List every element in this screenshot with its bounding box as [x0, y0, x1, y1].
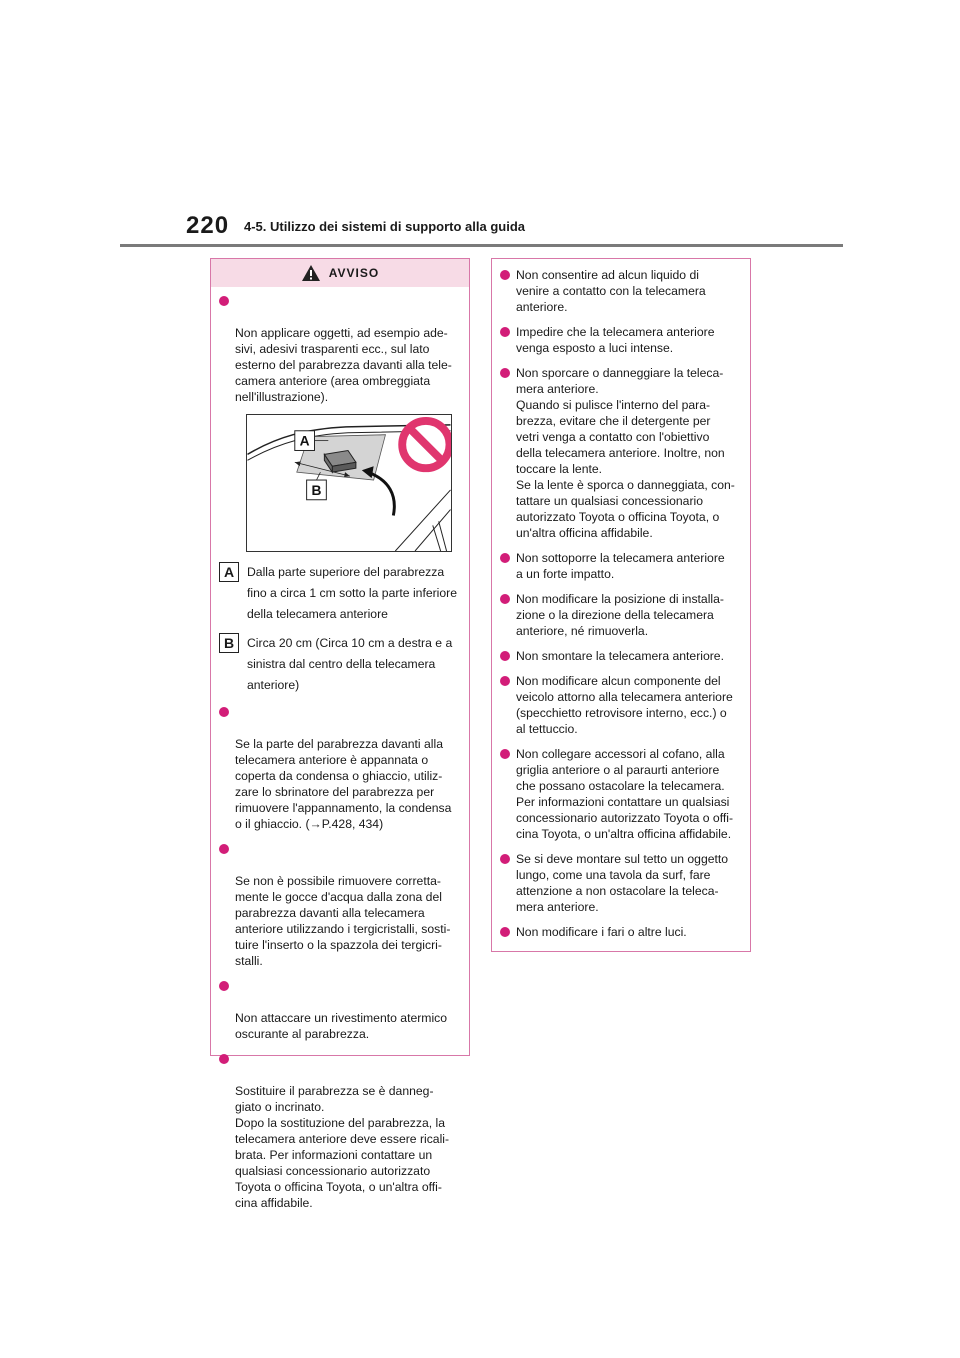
warning-item: Se la parte del parabrezza davanti alla telecamera anteriore è appannata o coperta da condensa o ghiaccio, utiliz- zare lo sbrinatore del parabrezza per rimuovere l'appannamento, la condensa o il ghiaccio. (→P.428, 434)	[219, 704, 461, 832]
legend-tag-b: B	[219, 633, 239, 653]
bullet-icon	[219, 844, 229, 854]
warning-header	[211, 259, 469, 287]
warning-box-right	[491, 258, 751, 952]
warning-box-left	[210, 258, 470, 1210]
legend-item-b	[219, 633, 461, 696]
illustration-label-b: B	[311, 482, 322, 498]
illustration-label-a: A	[299, 433, 310, 449]
bullet-icon	[500, 749, 510, 759]
bullet-icon	[219, 981, 229, 991]
bullet-icon	[500, 927, 510, 937]
header-rule	[120, 244, 843, 247]
legend-text-b: Circa 20 cm (Circa 10 cm a destra e a sinistra dal centro della telecamera anteriore)	[247, 636, 453, 692]
bullet-icon	[219, 296, 229, 306]
warning-item: Se si deve montare sul tetto un oggetto lungo, come una tavola da surf, fare attenzione a non ostacolare la teleca- mera anteriore.	[500, 851, 742, 915]
bullet-icon	[500, 327, 510, 337]
bullet-icon	[219, 707, 229, 717]
bullet-icon	[500, 270, 510, 280]
warning-item: Sostituire il parabrezza se è danneg- giato o incrinato. Dopo la sostituzione del parabrezza, la telecamera anteriore deve essere ricali- brata. Per informazioni contattare un qualsiasi concessionario autorizzato Toyota o officina Toyota, o un'altra offi- cina affidabile.	[219, 1051, 461, 1211]
warning-heading: AVVISO	[328, 266, 380, 280]
warning-item: Impedire che la telecamera anteriore venga esposto a luci intense.	[500, 324, 742, 356]
bullet-icon	[500, 368, 510, 378]
warning-item: Non applicare oggetti, ad esempio ade- sivi, adesivi trasparenti ecc., sul lato esterno del parabrezza davanti alla tele- camera anteriore (area ombreggiata nell'illustrazione).	[219, 293, 461, 405]
warning-item: Non modificare la posizione di installa- zione o la direzione della telecamera anteriore, né rimuoverla.	[500, 591, 742, 639]
bullet-icon	[500, 553, 510, 563]
warning-item: Se non è possibile rimuovere corretta- mente le gocce d'acqua dalla zona del parabrezza davanti alla telecamera anteriore utilizzando i tergicristalli, sosti- tuire l'inserto o la spazzola dei tergicri- stalli.	[219, 841, 461, 969]
warning-item: Non attaccare un rivestimento atermico oscurante al parabrezza.	[219, 978, 461, 1042]
warning-item: Non sottoporre la telecamera anteriore a un forte impatto.	[500, 550, 742, 582]
legend-tag-a: A	[219, 562, 239, 582]
warning-item: Non smontare la telecamera anteriore.	[500, 648, 742, 664]
warning-item: Non modificare i fari o altre luci.	[500, 924, 742, 940]
warning-item: Non collegare accessori al cofano, alla griglia anteriore o al paraurti anteriore che possano ostacolare la telecamera. Per informazioni contattare un qualsiasi concessionario autorizzato Toyota o offi- cina Toyota, o un'altra officina affidabile.	[500, 746, 742, 842]
section-title: 4-5. Utilizzo dei sistemi di supporto alla guida	[244, 219, 525, 234]
bullet-icon	[500, 594, 510, 604]
legend-item-a	[219, 562, 461, 625]
bullet-icon	[219, 1054, 229, 1064]
bullet-icon	[500, 854, 510, 864]
bullet-icon	[500, 651, 510, 661]
bullet-icon	[500, 676, 510, 686]
windshield-camera-illustration	[246, 414, 452, 552]
page-number: 220	[186, 212, 230, 239]
legend-text-a: Dalla parte superiore del parabrezza fino a circa 1 cm sotto la parte inferiore della telecamera anteriore	[247, 565, 457, 621]
warning-item: Non modificare alcun componente del veicolo attorno alla telecamera anteriore (specchietto retrovisore interno, ecc.) o al tettuccio.	[500, 673, 742, 737]
warning-item: Non sporcare o danneggiare la teleca- mera anteriore. Quando si pulisce l'interno del para- brezza, evitare che il detergente per vetri venga a contatto con l'obiettivo della telecamera anteriore. Inoltre, non toccare la lente. Se la lente è sporca o danneggiata, con- tattare un qualsiasi concessionario autorizzato Toyota o officina Toyota, o un'altra officina affidabile.	[500, 365, 742, 541]
warning-item: Non consentire ad alcun liquido di venire a contatto con la telecamera anteriore.	[500, 267, 742, 315]
warning-triangle-icon	[301, 264, 321, 282]
